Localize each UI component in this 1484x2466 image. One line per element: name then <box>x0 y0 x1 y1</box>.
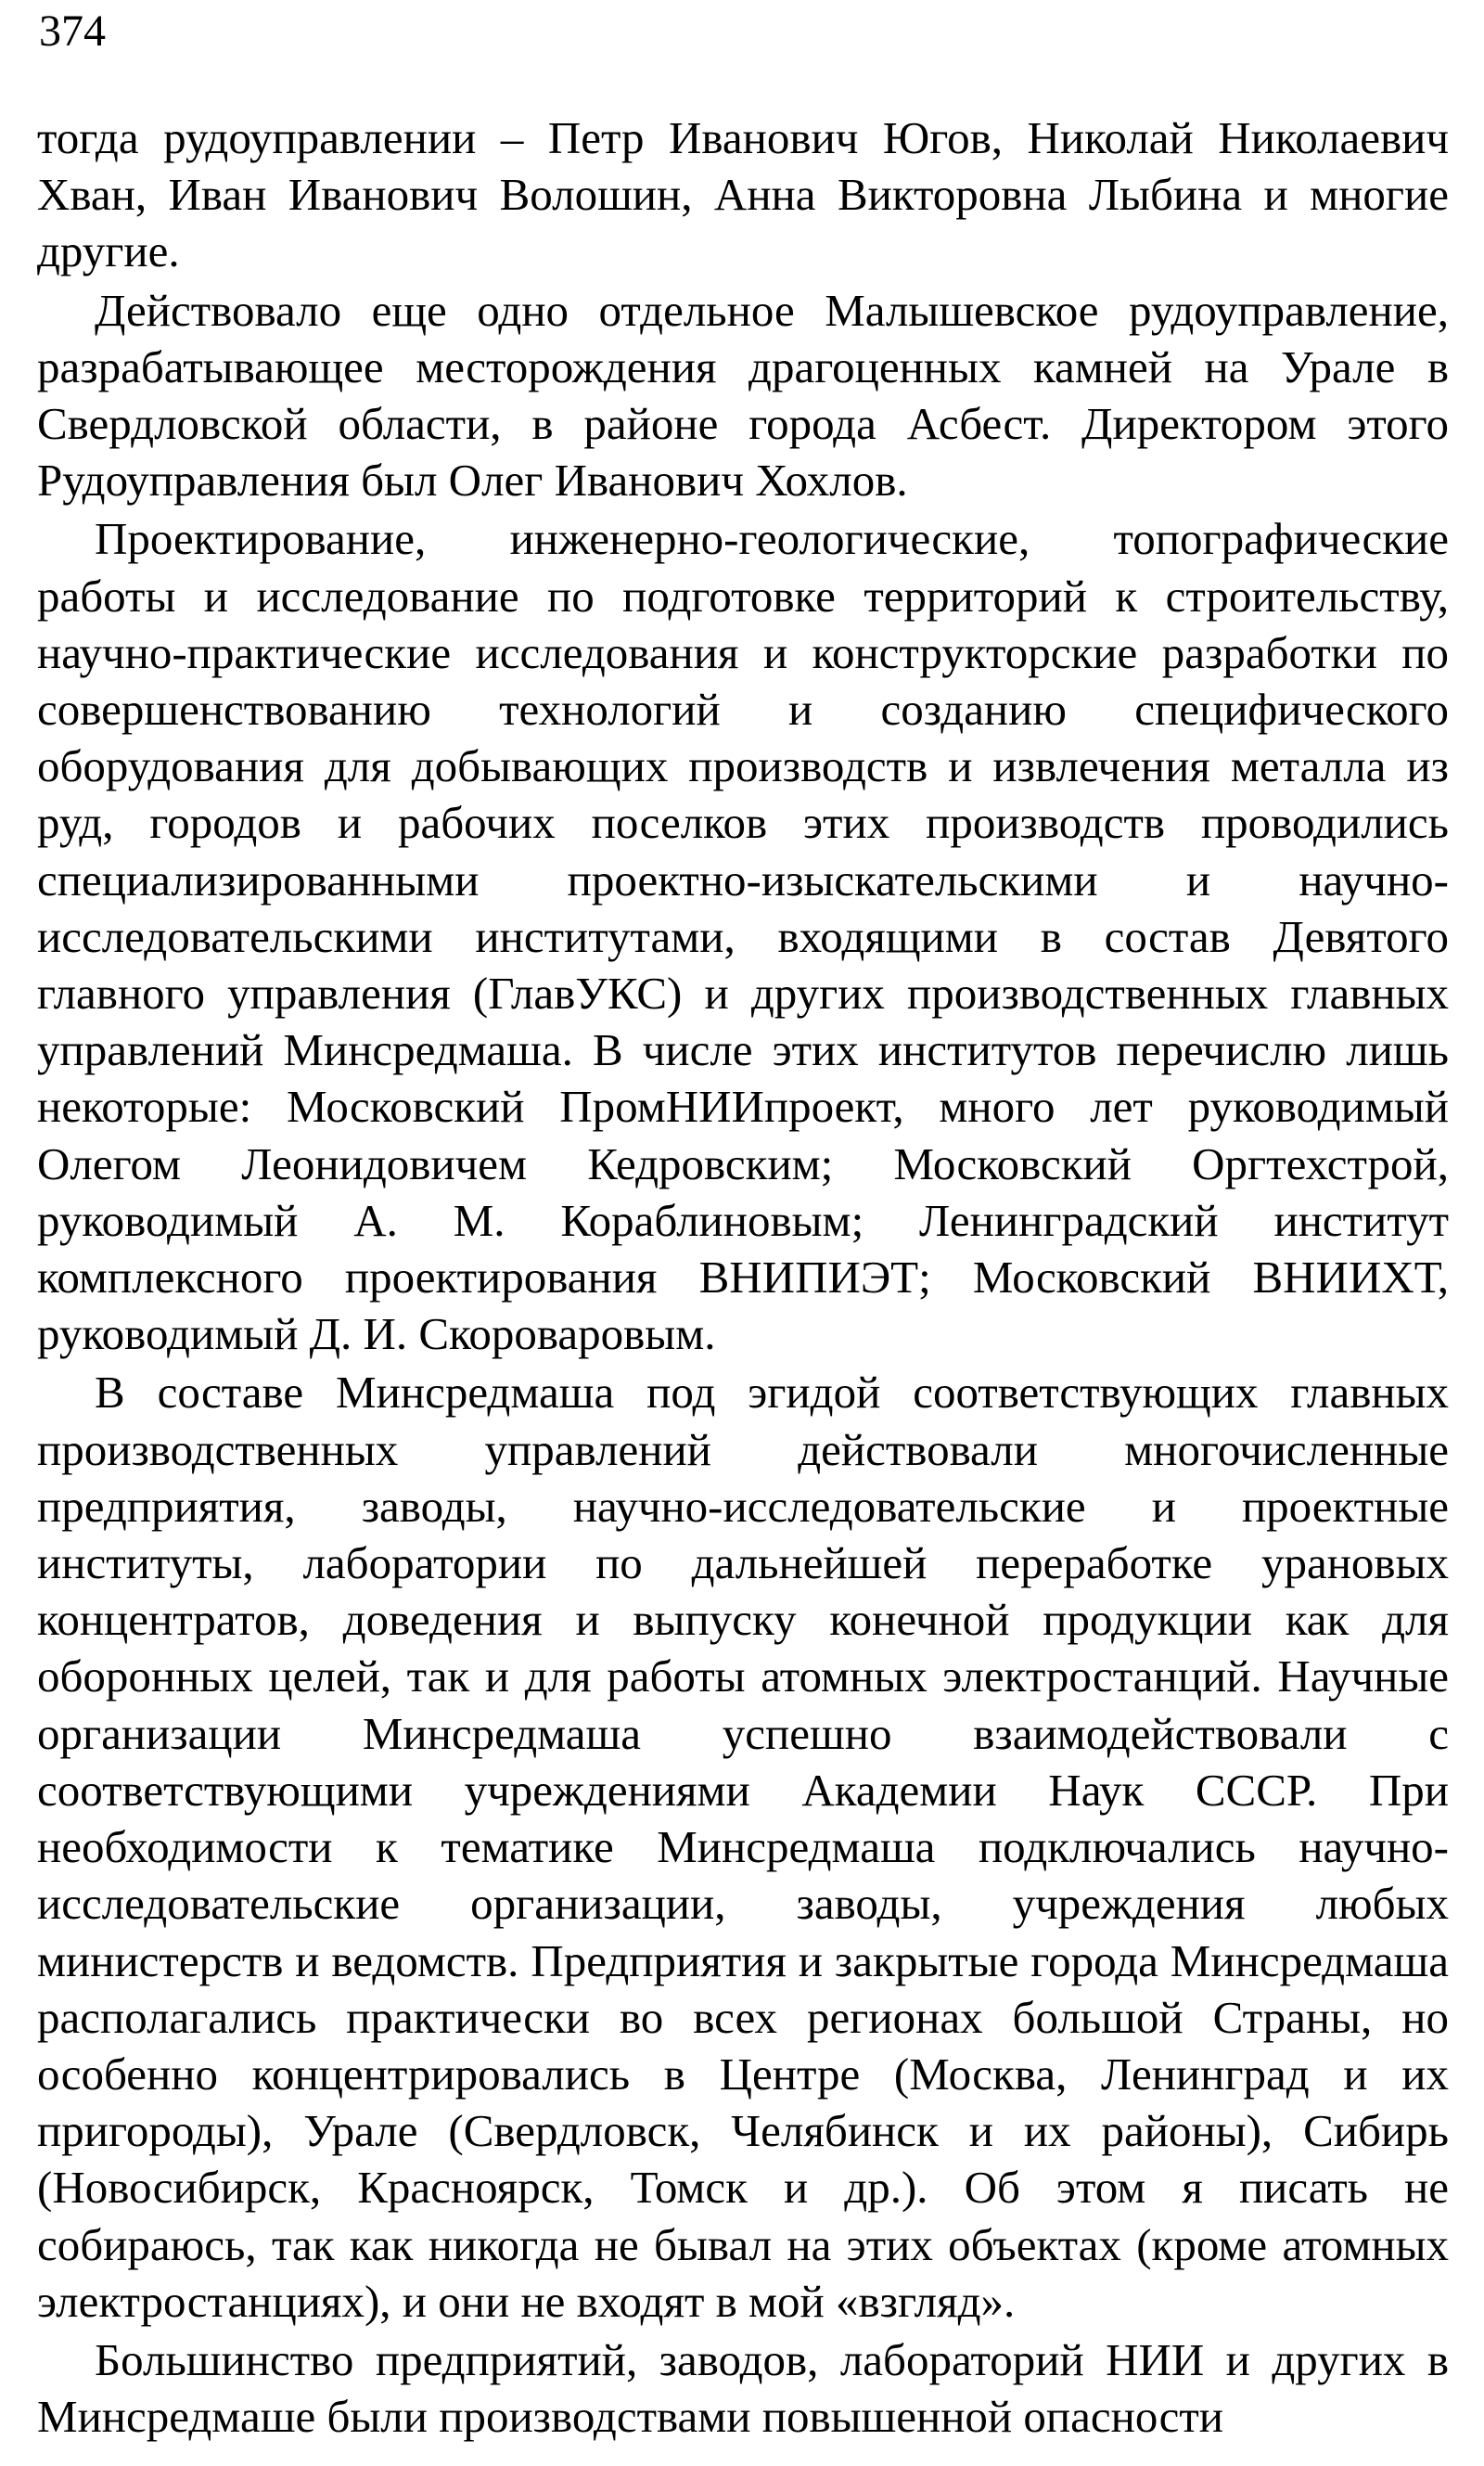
paragraph-minsredmash-enterprises: В составе Минсредмаша под эгидой соответствующих главных производственных управлений действовали многочисленные предприятия, заводы, научно-исследовательские и проектные институты, лаборатории по дальнейшей переработке урановых концентратов, доведения и выпуску конечной продукции как для оборонных целей, так и для работы атомных электростанций. Научные организации Минсредмаша успешно взаимодействовали с соответствующими учреждениями Академии Наук СССР. При необходимости к тематике Минсредмаша подключались научно-исследовательские организации, заводы, учреждения любых министерств и ведомств. Предприятия и закрытые города Минсредмаша располагались практически во всех регионах большой Страны, но особенно концентрировались в Центре (Москва, Ленинград и их пригороды), Урале (Свердловск, Челябинск и их районы), Сибирь (Новосибирск, Красноярск, Томск и др.). Об этом я писать не собираюсь, так как никогда не бывал на этих объектах (кроме атомных электростанциях), и они не входят в мой «взгляд». <box>37 1367 1449 2327</box>
page-number: 374 <box>39 6 106 56</box>
paragraph-design-institutes: Проектирование, инженерно-геологические, топографические работы и исследование по подготовке территорий к строительству, научно-практические исследования и конструкторские разработки по совершенствованию технологий и созданию специфического оборудования для добывающих производств и извлечения металла из руд, городов и рабочих поселков этих производств проводились специализированными проектно-изыскательскими и научно-исследовательскими институтами, входящими в состав Девятого главного управления (ГлавУКС) и других производственных главных управлений Минсредмаша. В числе этих институтов перечислю лишь некоторые: Московский ПромНИИпроект, много лет руководимый Олегом Леонидовичем Кедровским; Московский Оргтехстрой, руководимый А. М. Кораблиновым; Ленинградский институт комплексного проектирования ВНИПИЭТ; Московский ВНИИХТ, руководимый Д. И. Скороваровым. <box>37 513 1449 1360</box>
text-body <box>37 109 1449 2445</box>
paragraph-malyshevskoe: Действовало еще одно отдельное Малышевское рудоуправление, разрабатывающее месторождения драгоценных камней на Урале в Свердловской области, в районе города Асбест. Директором этого Рудоуправления был Олег Иванович Хохлов. <box>37 284 1449 507</box>
paragraph-hazardous-production: Большинство предприятий, заводов, лабораторий НИИ и других в Минсредмаше были производствами повышенной опасности <box>37 2333 1449 2443</box>
paragraph-continuation: тогда рудоуправлении – Петр Иванович Югов, Николай Николаевич Хван, Иван Иванович Волошин, Анна Викторовна Лыбина и многие другие. <box>37 112 1449 277</box>
